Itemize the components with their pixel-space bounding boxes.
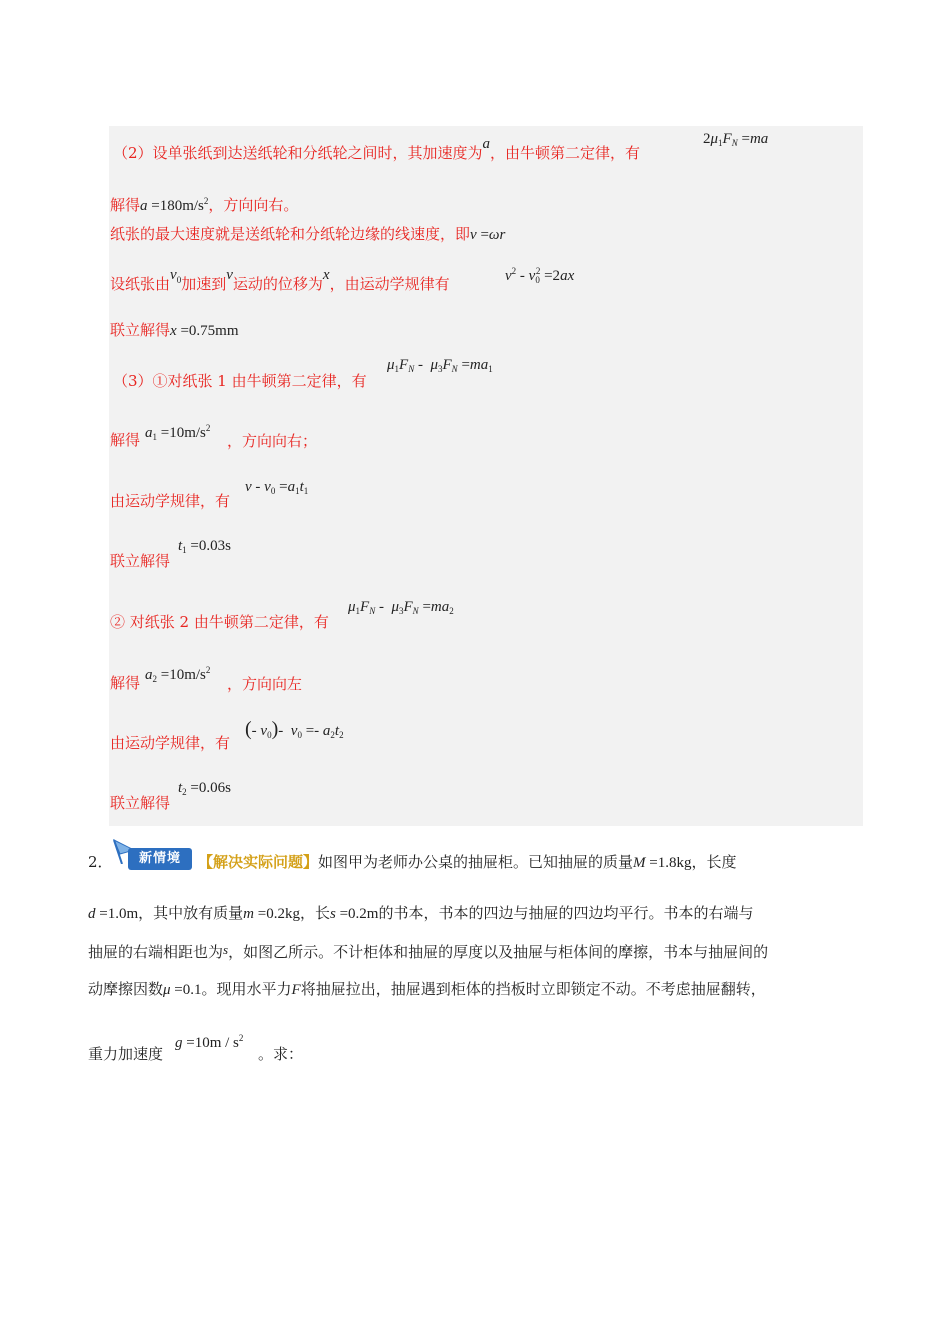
formula-v-t1: $v - v_0 =a_1t_1$ xyxy=(245,479,309,496)
solution-line-1: （2）设单张纸到达送纸轮和分纸轮之间时，其加速度为a，由牛顿第二定律，有 xyxy=(113,136,641,162)
formula-newton-2: $2\mu_1F_N =ma$ xyxy=(703,131,769,148)
solution-line-4: 设纸张由$v_0$加速到v运动的位移为x，由运动学规律有 xyxy=(110,267,450,293)
new-scenario-badge xyxy=(110,838,194,870)
formula-g: $g =10m / s^2$ xyxy=(175,1033,244,1051)
solution-line-13: 联立解得 xyxy=(110,794,171,812)
solution-line-8: 由运动学规律，有 xyxy=(110,492,231,510)
solution-line-11-tail: ，方向向左 xyxy=(227,675,303,693)
solution-line-11: 解得 xyxy=(110,674,141,692)
question-line-1: 【解决实际问题】如图甲为老师办公桌的抽屉柜。已知抽屉的质量M =1.8kg，长度 xyxy=(198,853,737,871)
solution-line-7: 解得 xyxy=(110,431,141,449)
formula-v-t2: (- $v_0)-$ $v_0 =- a_2t_2$ xyxy=(245,718,344,740)
solution-line-6: （3）①对纸张 1 由牛顿第二定律，有 xyxy=(113,372,367,390)
solution-line-2: 解得$a =180m/s^2$，方向向右。 xyxy=(110,196,299,214)
solution-line-3: 纸张的最大速度就是送纸轮和分纸轮边缘的线速度，即v =ωr xyxy=(110,225,506,243)
badge-label: 新情境 xyxy=(128,848,192,870)
formula-t2: $t_2 =0.06s$ xyxy=(178,780,231,797)
question-number: 2． xyxy=(88,853,113,871)
question-line-2: d =1.0m，其中放有质量m =0.2kg，长s =0.2m的书本，书本的四边与抽屉的四边均平行。书本的右端与 xyxy=(88,904,754,922)
formula-t1: $t_1 =0.03s$ xyxy=(178,538,231,555)
solution-line-12: 由运动学规律，有 xyxy=(110,734,231,752)
formula-a2: $a_2 =10m/s^2$ xyxy=(145,665,211,684)
formula-kinematics: $v^2 - v_0^2 =2ax$ xyxy=(505,266,575,285)
question-line-3: 抽屉的右端相距也为s，如图乙所示。不计柜体和抽屉的厚度以及抽屉与柜体间的摩擦，书本与抽屉间的 xyxy=(88,942,769,961)
question-line-4: 动摩擦因数μ =0.1。现用水平力F将抽屉拉出，抽屉遇到柜体的挡板时立即锁定不动。不考虑抽屉翻转， xyxy=(88,980,766,998)
solution-line-9: 联立解得 xyxy=(110,552,171,570)
solution-line-7-tail: ，方向向右； xyxy=(227,432,318,450)
question-line-5-tail: 。求： xyxy=(258,1045,304,1063)
formula-paper-2: $\mu_1F_N - \mu_3F_N =ma_2$ xyxy=(348,599,454,616)
solution-line-5: 联立解得x =0.75mm xyxy=(110,321,239,339)
formula-paper-1: $\mu_1F_N - \mu_3F_N =ma_1$ xyxy=(387,357,493,374)
solution-line-10: ② 对纸张 2 由牛顿第二定律，有 xyxy=(110,613,329,631)
question-line-5: 重力加速度 xyxy=(88,1045,164,1063)
formula-a1: $a_1 =10m/s^2$ xyxy=(145,423,211,442)
